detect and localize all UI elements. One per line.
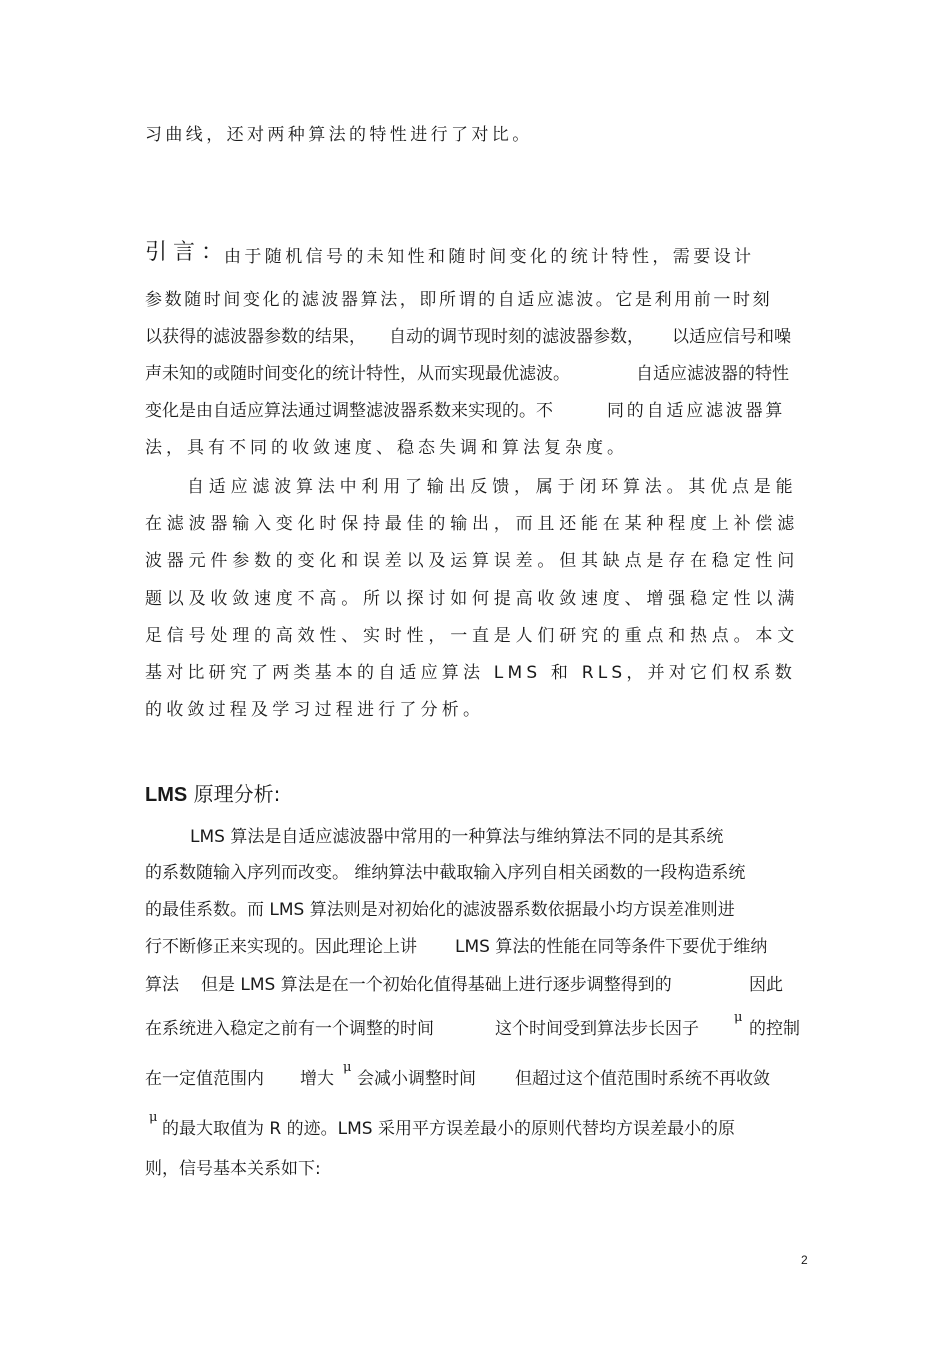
heading-cn: 原理分析:: [193, 782, 281, 806]
mu-symbol: μ: [149, 1110, 158, 1125]
text-segment: 这个时间受到算法步长因子: [495, 1019, 699, 1039]
text-line: 的系数随输入序列而改变。 维纳算法中截取输入序列自相关函数的一段构造系统: [145, 863, 746, 883]
text-line: 的收敛过程及学习过程进行了分析。: [145, 700, 485, 720]
text-line: 习曲线，还对两种算法的特性进行了对比。: [145, 125, 533, 145]
text-segment: 自适应滤波器的特性: [636, 364, 789, 384]
text-segment: 但超过这个值范围时系统不再收敛: [515, 1069, 770, 1089]
text-segment: 自动的调节现时刻的滤波器参数，: [389, 327, 644, 347]
text-segment: 会减小调整时间: [357, 1069, 476, 1089]
text-segment: 算法: [145, 975, 179, 995]
text-segment: 变化是由自适应算法通过调整滤波器系数来实现的。不: [145, 401, 553, 421]
page-number: 2: [801, 1253, 808, 1267]
text-line: LMS 算法是自适应滤波器中常用的一种算法与维纳算法不同的是其系统: [190, 827, 724, 847]
text-segment: 以获得的滤波器参数的结果，: [145, 327, 366, 347]
text-line: 波器元件参数的变化和误差以及运算误差。但其缺点是存在稳定性问: [145, 551, 799, 571]
text-line: 基对比研究了两类基本的自适应算法 LMS 和 RLS，并对它们权系数: [145, 663, 797, 683]
text-line: 参数随时间变化的滤波器算法，即所谓的自适应滤波。它是利用前一时刻: [145, 290, 773, 310]
text-segment: 声未知的或随时间变化的统计特性，从而实现最优滤波。: [145, 364, 570, 384]
text-line: 法，具有不同的收敛速度、稳态失调和算法复杂度。: [145, 438, 628, 458]
text-line: 由于随机信号的未知性和随时间变化的统计特性，需要设计: [224, 247, 755, 267]
text-segment: 因此: [749, 975, 783, 995]
section-heading: [145, 778, 280, 807]
mu-symbol: μ: [343, 1060, 352, 1075]
intro-label: 引言：: [145, 240, 230, 265]
text-line: 在滤波器输入变化时保持最佳的输出，而且还能在某种程度上补偿滤: [145, 514, 799, 534]
text-segment: 在系统进入稳定之前有一个调整的时间: [145, 1019, 434, 1039]
heading-latin: LMS: [145, 784, 188, 806]
text-segment: 在一定值范围内: [145, 1069, 264, 1089]
text-segment: 的控制: [749, 1019, 800, 1039]
text-line: 则，信号基本关系如下:: [145, 1159, 321, 1179]
text-line: 的最大取值为 R 的迹。LMS 采用平方误差最小的原则代替均方误差最小的原: [162, 1119, 735, 1139]
text-segment: 以适应信号和噪: [672, 327, 791, 347]
text-line: 自适应滤波算法中利用了输出反馈，属于闭环算法。其优点是能: [187, 477, 798, 497]
text-line: 题以及收敛速度不高。所以探讨如何提高收敛速度、增强稳定性以满: [145, 589, 799, 609]
text-segment: 增大: [300, 1069, 334, 1089]
mu-symbol: μ: [734, 1010, 743, 1025]
text-segment: LMS 算法的性能在同等条件下要优于维纳: [455, 937, 768, 957]
text-segment: 同的自适应滤波器算: [607, 401, 786, 421]
text-segment: 但是 LMS 算法是在一个初始化值得基础上进行逐步调整得到的: [201, 975, 672, 995]
text-line: 足信号处理的高效性、实时性，一直是人们研究的重点和热点。本文: [145, 626, 799, 646]
text-segment: 行不断修正来实现的。因此理论上讲: [145, 937, 417, 957]
text-line: 的最佳系数。而 LMS 算法则是对初始化的滤波器系数依据最小均方误差准则进: [145, 900, 735, 920]
